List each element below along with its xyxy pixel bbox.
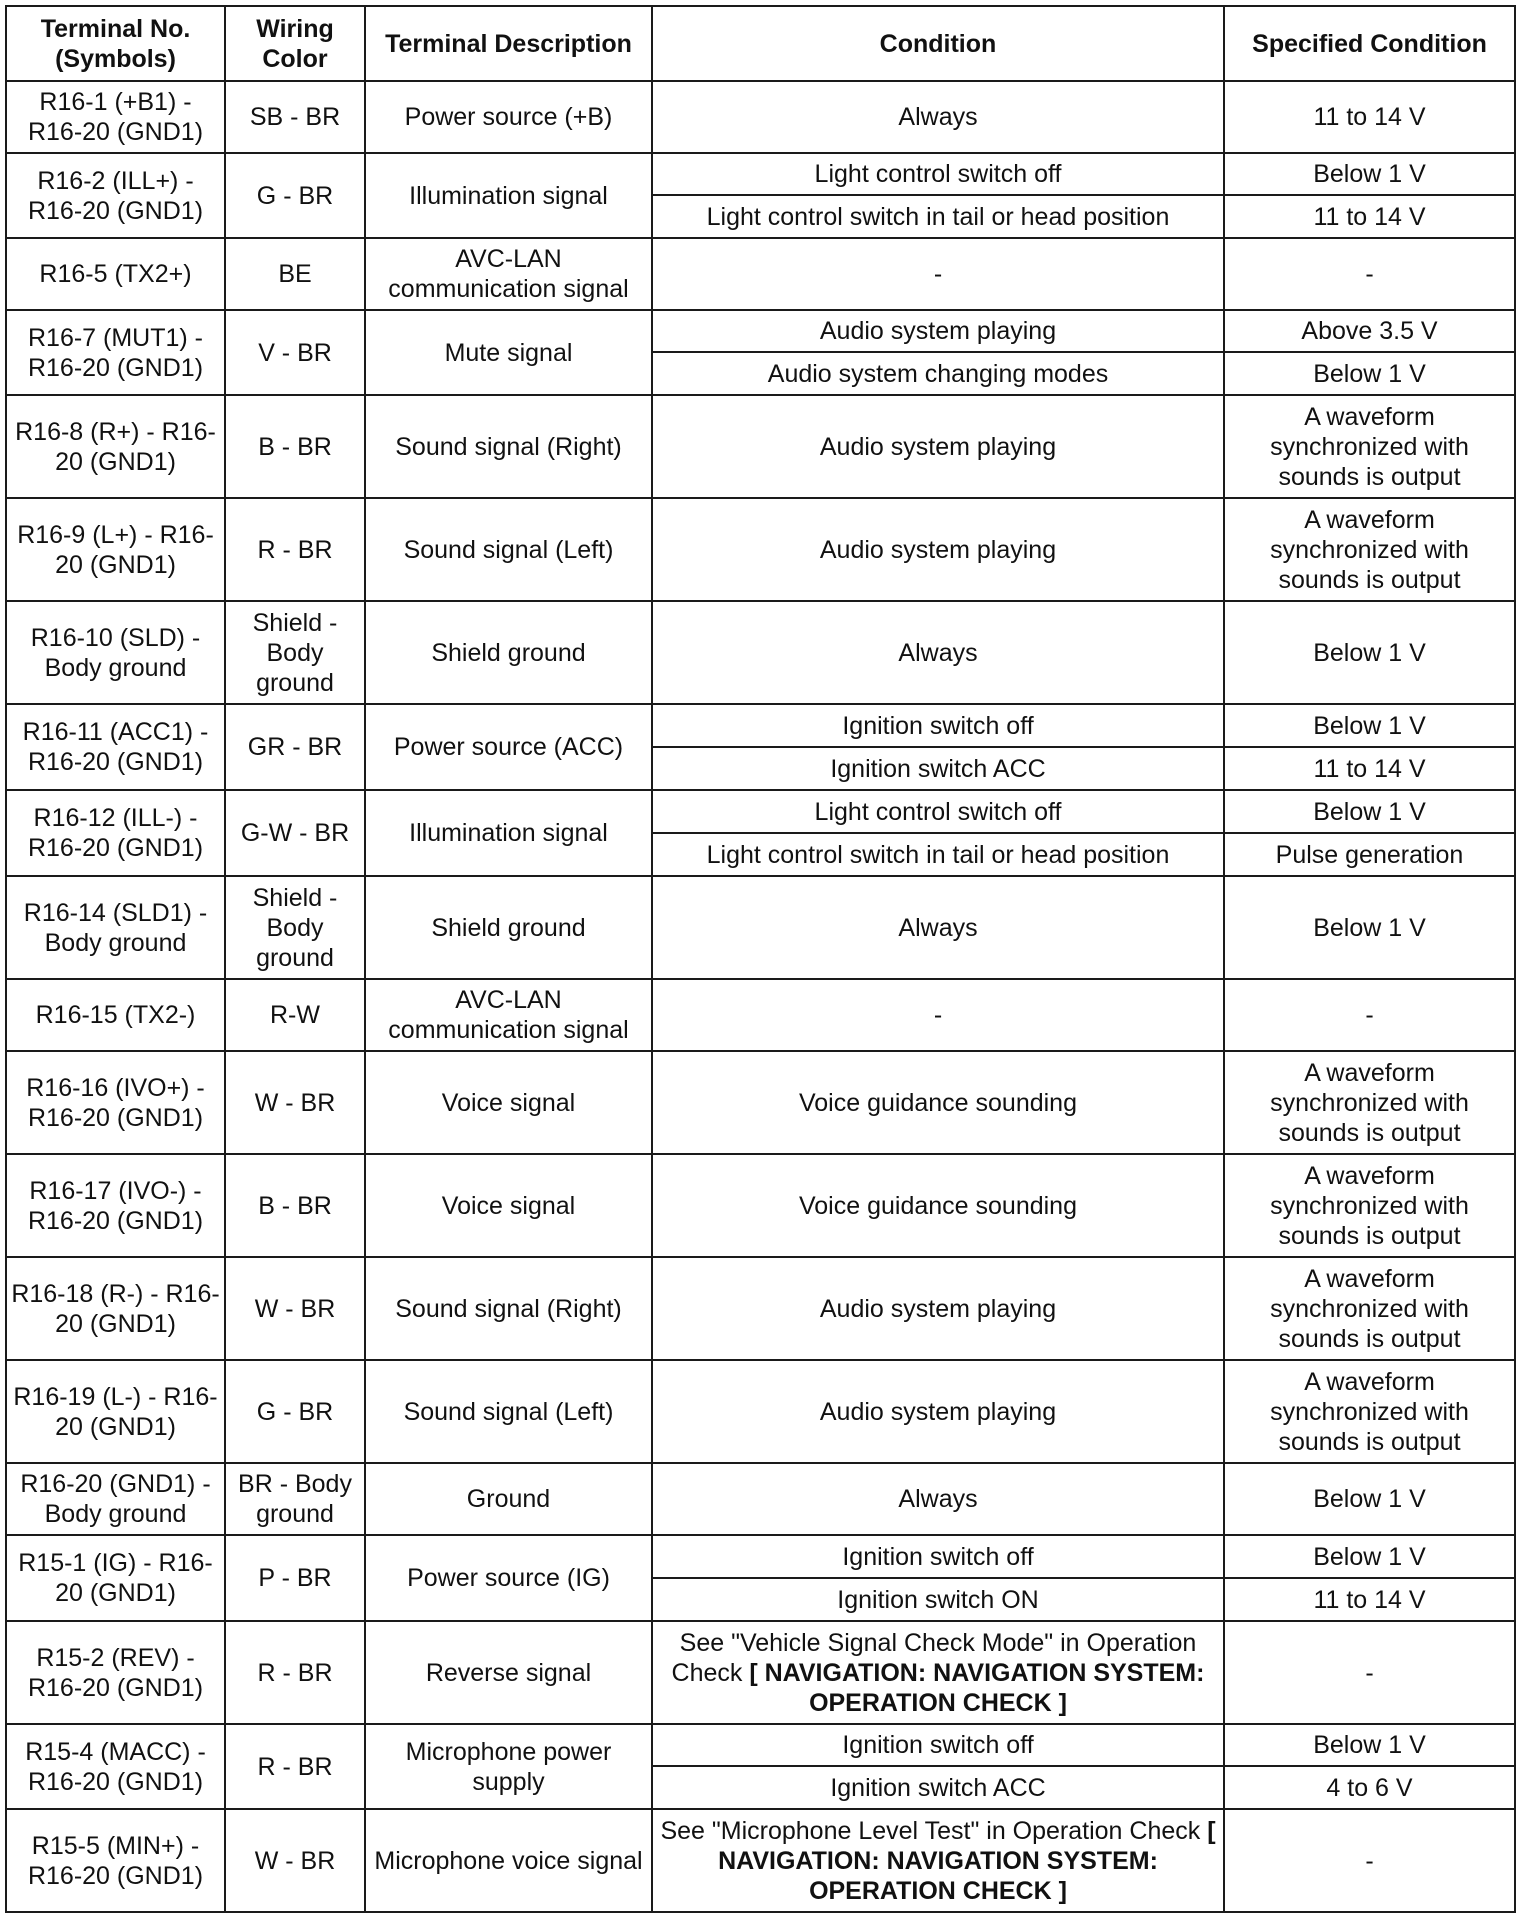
description-cell: Power source (ACC) — [365, 704, 652, 790]
specified-condition-cell: A waveform synchronized with sounds is output — [1224, 1360, 1515, 1463]
description-cell: Power source (+B) — [365, 81, 652, 153]
condition-cell — [652, 1621, 1224, 1724]
description-cell: Reverse signal — [365, 1621, 652, 1724]
table-row — [6, 81, 1515, 153]
terminal-cell: R15-5 (MIN+) - R16-20 (GND1) — [6, 1809, 225, 1912]
terminal-cell: R16-14 (SLD1) - Body ground — [6, 876, 225, 979]
header-wiring-color: Wiring Color — [225, 6, 365, 81]
document-page — [5, 5, 1516, 1913]
wiring-color-cell: Shield - Body ground — [225, 876, 365, 979]
table-row — [6, 1809, 1515, 1912]
table-row — [6, 1360, 1515, 1463]
terminal-cell: R16-1 (+B1) - R16-20 (GND1) — [6, 81, 225, 153]
table-row — [6, 238, 1515, 310]
table-row — [6, 310, 1515, 352]
description-cell: AVC-LAN communication signal — [365, 238, 652, 310]
table-row — [6, 1051, 1515, 1154]
specified-condition-cell: Above 3.5 V — [1224, 310, 1515, 352]
header-terminal-description: Terminal Description — [365, 6, 652, 81]
specified-condition-cell: A waveform synchronized with sounds is output — [1224, 498, 1515, 601]
terminal-cell: R16-11 (ACC1) - R16-20 (GND1) — [6, 704, 225, 790]
condition-cell: Audio system changing modes — [652, 352, 1224, 395]
description-cell: Microphone voice signal — [365, 1809, 652, 1912]
wiring-color-cell: BR - Body ground — [225, 1463, 365, 1535]
specified-condition-cell: Below 1 V — [1224, 352, 1515, 395]
wiring-color-cell: R - BR — [225, 1724, 365, 1809]
table-row — [6, 704, 1515, 747]
wiring-color-cell: R - BR — [225, 1621, 365, 1724]
condition-cell: - — [652, 979, 1224, 1051]
wiring-color-cell: G - BR — [225, 1360, 365, 1463]
table-row — [6, 1463, 1515, 1535]
terminal-cell: R16-5 (TX2+) — [6, 238, 225, 310]
terminal-cell: R16-18 (R-) - R16-20 (GND1) — [6, 1257, 225, 1360]
condition-text: See "Microphone Level Test" in Operation Check — [660, 1816, 1208, 1845]
terminal-cell: R16-7 (MUT1) - R16-20 (GND1) — [6, 310, 225, 395]
condition-cell: Light control switch off — [652, 153, 1224, 195]
table-row — [6, 1535, 1515, 1578]
description-cell: Sound signal (Right) — [365, 395, 652, 498]
condition-cell: Ignition switch off — [652, 1535, 1224, 1578]
specified-condition-cell: Below 1 V — [1224, 1463, 1515, 1535]
description-cell: AVC-LAN communication signal — [365, 979, 652, 1051]
condition-cell: Light control switch in tail or head position — [652, 833, 1224, 876]
specified-condition-cell: Below 1 V — [1224, 790, 1515, 833]
condition-cell: Audio system playing — [652, 395, 1224, 498]
terminal-cell: R16-17 (IVO-) - R16-20 (GND1) — [6, 1154, 225, 1257]
terminal-table — [5, 5, 1516, 1913]
terminal-cell: R16-19 (L-) - R16-20 (GND1) — [6, 1360, 225, 1463]
wiring-color-cell: W - BR — [225, 1257, 365, 1360]
table-body — [6, 81, 1515, 1912]
description-cell: Sound signal (Left) — [365, 498, 652, 601]
specified-condition-cell: Below 1 V — [1224, 601, 1515, 704]
wiring-color-cell: P - BR — [225, 1535, 365, 1621]
specified-condition-cell: 11 to 14 V — [1224, 747, 1515, 790]
wiring-color-cell: BE — [225, 238, 365, 310]
condition-cell: Voice guidance sounding — [652, 1154, 1224, 1257]
condition-cell: Ignition switch ACC — [652, 1766, 1224, 1809]
table-row — [6, 601, 1515, 704]
wiring-color-cell: G - BR — [225, 153, 365, 238]
specified-condition-cell: 11 to 14 V — [1224, 195, 1515, 238]
specified-condition-cell: A waveform synchronized with sounds is output — [1224, 1154, 1515, 1257]
specified-condition-cell: Below 1 V — [1224, 153, 1515, 195]
description-cell: Microphone power supply — [365, 1724, 652, 1809]
condition-reference: [ NAVIGATION: NAVIGATION SYSTEM: OPERATION CHECK ] — [749, 1658, 1205, 1717]
condition-cell: Always — [652, 601, 1224, 704]
description-cell: Voice signal — [365, 1051, 652, 1154]
terminal-cell: R16-8 (R+) - R16-20 (GND1) — [6, 395, 225, 498]
terminal-cell: R16-15 (TX2-) — [6, 979, 225, 1051]
condition-reference: [ NAVIGATION: NAVIGATION SYSTEM: OPERATION CHECK ] — [718, 1816, 1216, 1905]
specified-condition-cell: Below 1 V — [1224, 876, 1515, 979]
condition-cell: Ignition switch off — [652, 704, 1224, 747]
specified-condition-cell: Below 1 V — [1224, 704, 1515, 747]
terminal-cell: R16-16 (IVO+) - R16-20 (GND1) — [6, 1051, 225, 1154]
specified-condition-cell: - — [1224, 238, 1515, 310]
table-row — [6, 876, 1515, 979]
terminal-cell: R15-4 (MACC) - R16-20 (GND1) — [6, 1724, 225, 1809]
wiring-color-cell: B - BR — [225, 395, 365, 498]
specified-condition-cell: - — [1224, 1621, 1515, 1724]
condition-cell: Audio system playing — [652, 310, 1224, 352]
description-cell: Illumination signal — [365, 790, 652, 876]
condition-cell: Ignition switch off — [652, 1724, 1224, 1766]
table-row — [6, 1724, 1515, 1766]
terminal-cell: R16-2 (ILL+) - R16-20 (GND1) — [6, 153, 225, 238]
specified-condition-cell: 11 to 14 V — [1224, 1578, 1515, 1621]
specified-condition-cell: Below 1 V — [1224, 1535, 1515, 1578]
table-row — [6, 395, 1515, 498]
condition-cell: Audio system playing — [652, 498, 1224, 601]
wiring-color-cell: W - BR — [225, 1051, 365, 1154]
wiring-color-cell: GR - BR — [225, 704, 365, 790]
description-cell: Shield ground — [365, 876, 652, 979]
header-specified-condition: Specified Condition — [1224, 6, 1515, 81]
wiring-color-cell: SB - BR — [225, 81, 365, 153]
description-cell: Sound signal (Left) — [365, 1360, 652, 1463]
description-cell: Sound signal (Right) — [365, 1257, 652, 1360]
condition-cell: Ignition switch ACC — [652, 747, 1224, 790]
wiring-color-cell: B - BR — [225, 1154, 365, 1257]
wiring-color-cell: V - BR — [225, 310, 365, 395]
description-cell: Illumination signal — [365, 153, 652, 238]
condition-cell: Always — [652, 1463, 1224, 1535]
table-row — [6, 1154, 1515, 1257]
condition-cell: Light control switch off — [652, 790, 1224, 833]
wiring-color-cell: R-W — [225, 979, 365, 1051]
description-cell: Ground — [365, 1463, 652, 1535]
condition-cell: Always — [652, 81, 1224, 153]
specified-condition-cell: A waveform synchronized with sounds is output — [1224, 1257, 1515, 1360]
condition-cell: Light control switch in tail or head position — [652, 195, 1224, 238]
wiring-color-cell: W - BR — [225, 1809, 365, 1912]
specified-condition-cell: - — [1224, 1809, 1515, 1912]
condition-cell: - — [652, 238, 1224, 310]
condition-cell: Audio system playing — [652, 1257, 1224, 1360]
condition-cell — [652, 1809, 1224, 1912]
description-cell: Shield ground — [365, 601, 652, 704]
condition-cell: Ignition switch ON — [652, 1578, 1224, 1621]
description-cell: Power source (IG) — [365, 1535, 652, 1621]
specified-condition-cell: Below 1 V — [1224, 1724, 1515, 1766]
specified-condition-cell: A waveform synchronized with sounds is output — [1224, 395, 1515, 498]
header-terminal: Terminal No. (Symbols) — [6, 6, 225, 81]
condition-cell: Voice guidance sounding — [652, 1051, 1224, 1154]
wiring-color-cell: R - BR — [225, 498, 365, 601]
terminal-cell: R16-12 (ILL-) - R16-20 (GND1) — [6, 790, 225, 876]
condition-cell: Always — [652, 876, 1224, 979]
table-row — [6, 979, 1515, 1051]
terminal-cell: R16-10 (SLD) - Body ground — [6, 601, 225, 704]
header-row — [6, 6, 1515, 81]
description-cell: Mute signal — [365, 310, 652, 395]
header-condition: Condition — [652, 6, 1224, 81]
specified-condition-cell: A waveform synchronized with sounds is output — [1224, 1051, 1515, 1154]
terminal-cell: R15-2 (REV) - R16-20 (GND1) — [6, 1621, 225, 1724]
table-row — [6, 1621, 1515, 1724]
table-row — [6, 498, 1515, 601]
table-row — [6, 153, 1515, 195]
description-cell: Voice signal — [365, 1154, 652, 1257]
specified-condition-cell: Pulse generation — [1224, 833, 1515, 876]
terminal-cell: R15-1 (IG) - R16-20 (GND1) — [6, 1535, 225, 1621]
table-row — [6, 790, 1515, 833]
table-row — [6, 1257, 1515, 1360]
wiring-color-cell: G-W - BR — [225, 790, 365, 876]
wiring-color-cell: Shield - Body ground — [225, 601, 365, 704]
specified-condition-cell: 4 to 6 V — [1224, 1766, 1515, 1809]
specified-condition-cell: - — [1224, 979, 1515, 1051]
terminal-cell: R16-9 (L+) - R16-20 (GND1) — [6, 498, 225, 601]
condition-cell: Audio system playing — [652, 1360, 1224, 1463]
condition-text: See "Vehicle Signal Check Mode" in Operation Check — [671, 1628, 1197, 1687]
specified-condition-cell: 11 to 14 V — [1224, 81, 1515, 153]
terminal-cell: R16-20 (GND1) - Body ground — [6, 1463, 225, 1535]
